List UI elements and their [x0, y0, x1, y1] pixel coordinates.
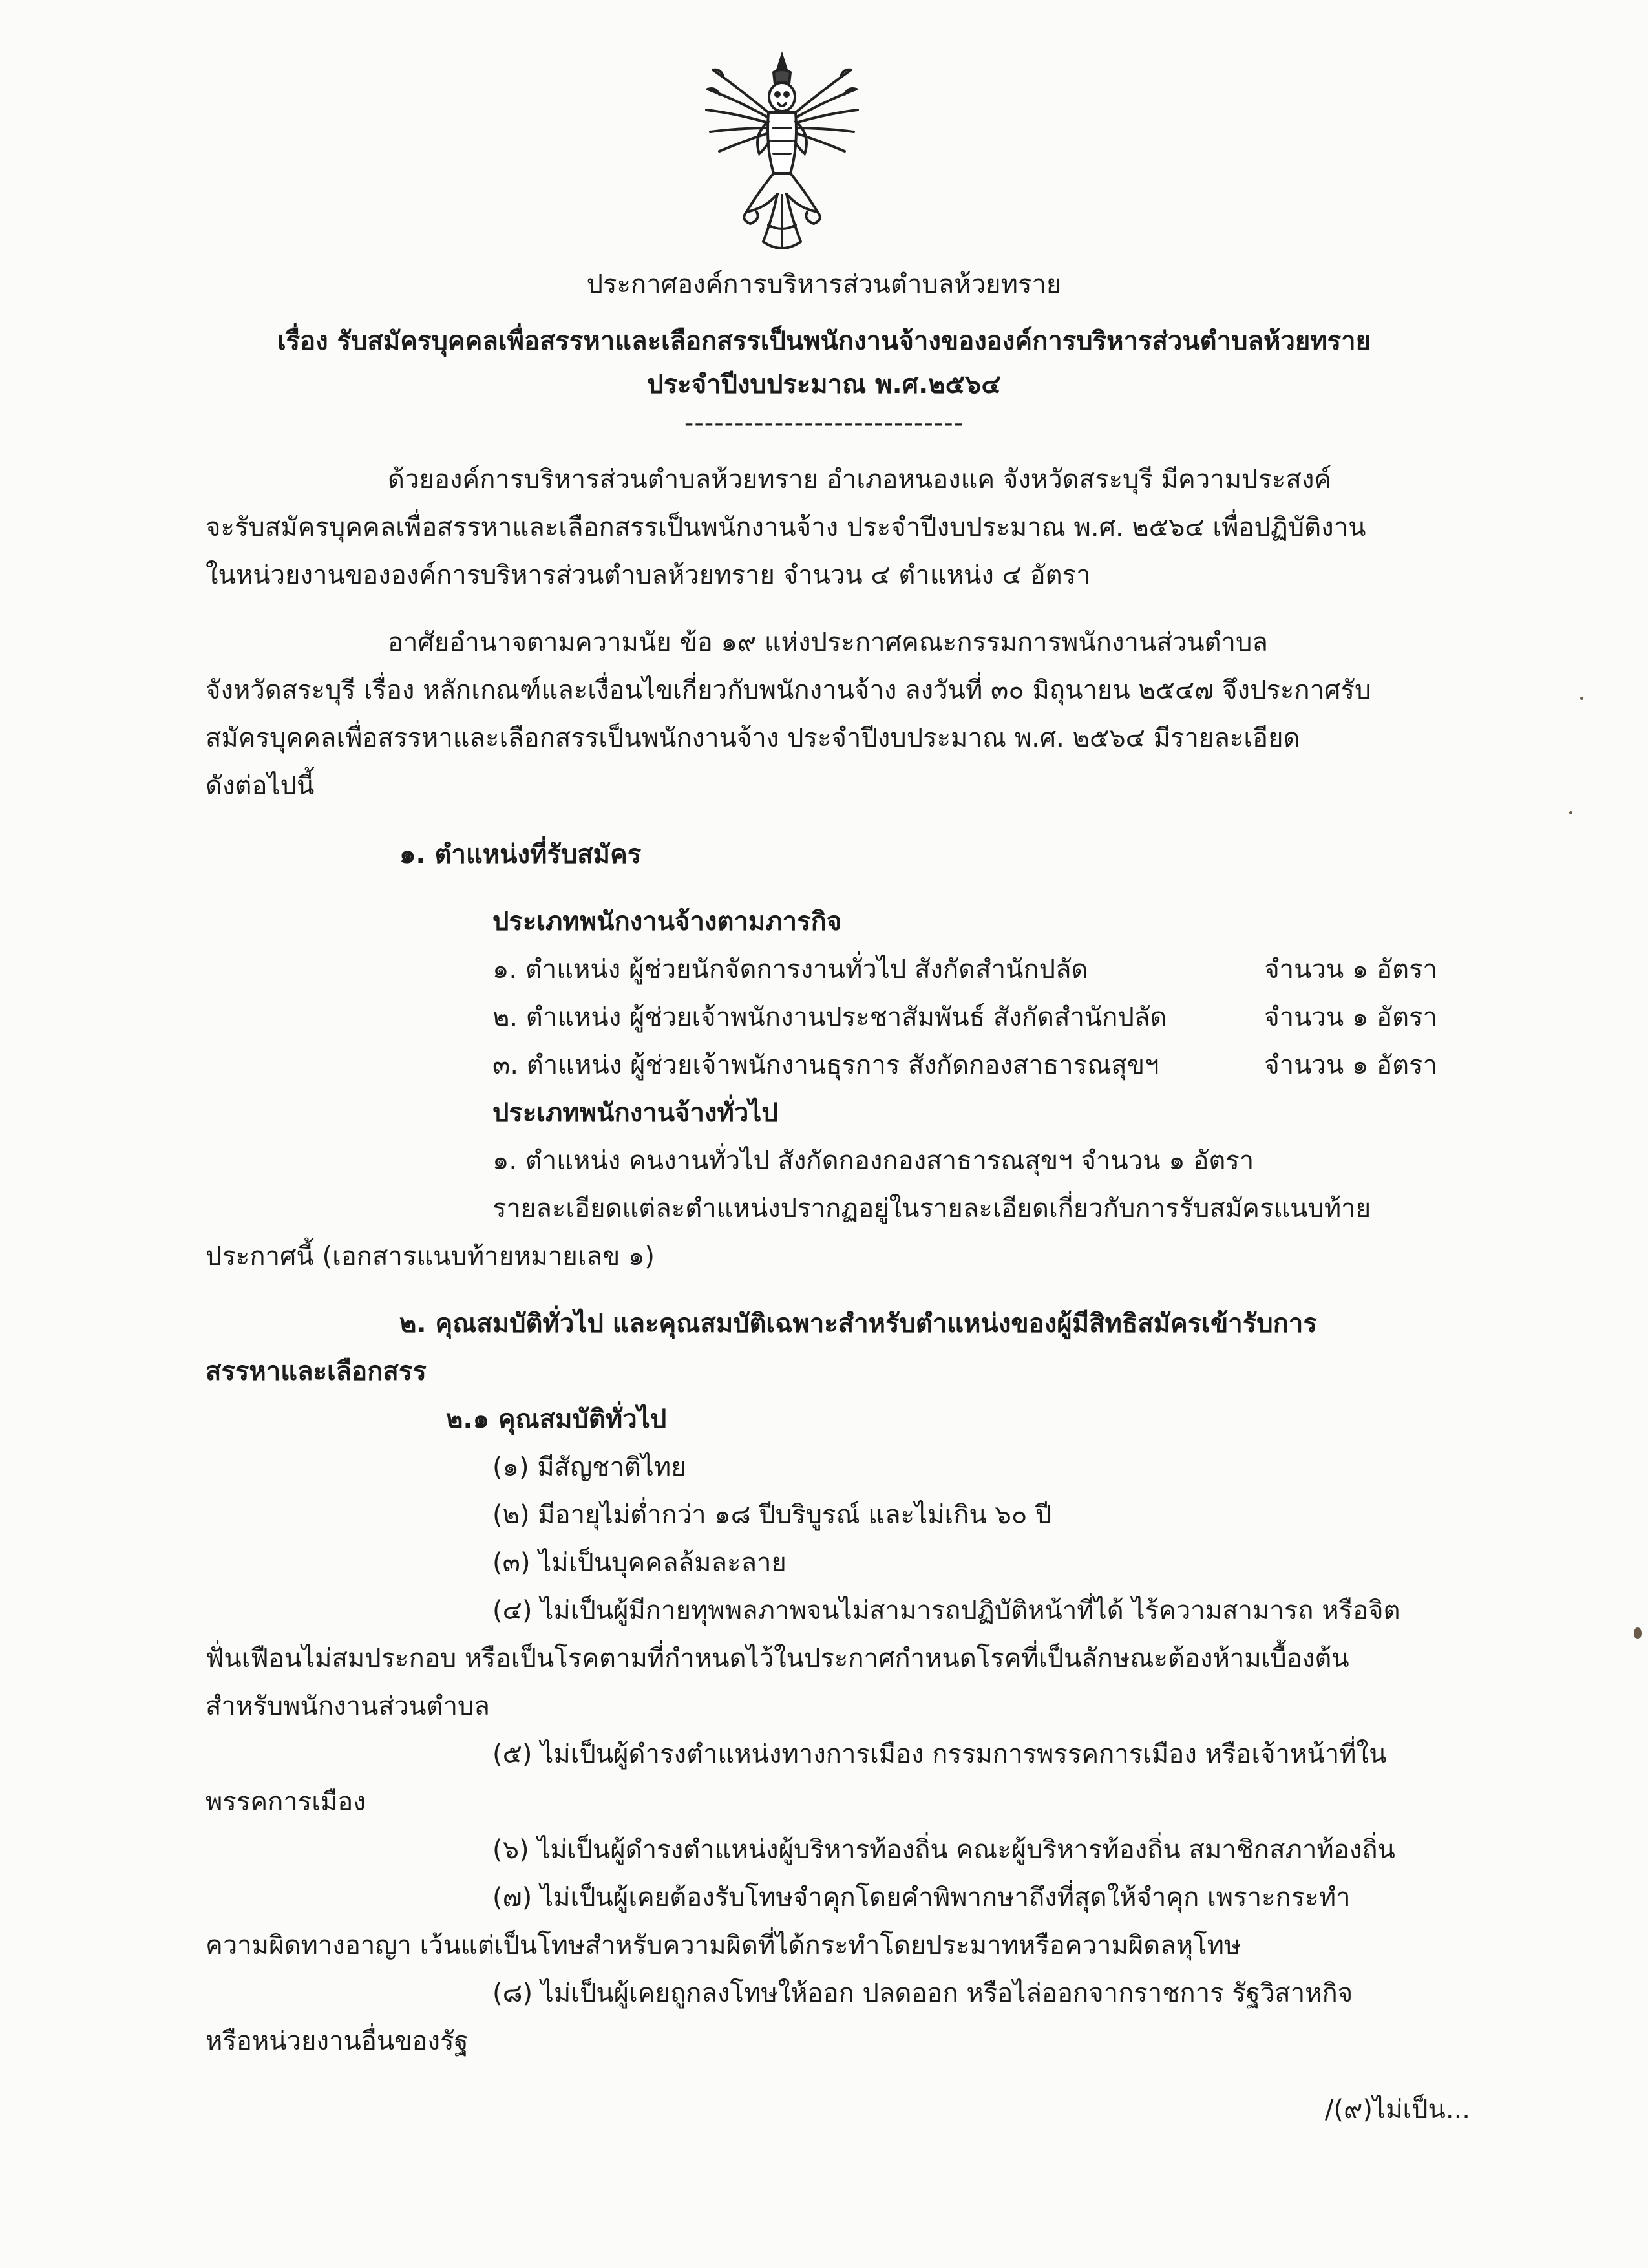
scan-speck: [1569, 811, 1572, 814]
scan-speck: [1580, 697, 1583, 700]
intro-p2-line4: ดังต่อไปนี้: [206, 771, 315, 801]
announcement-subject: เรื่อง รับสมัครบุคคลเพื่อสรรหาและเลือกสรรเป็นพนักงานจ้างขององค์การบริหารส่วนตำบลห้วยทราย: [277, 326, 1371, 356]
qualification-item: (๗) ไม่เป็นผู้เคยต้องรับโทษจำคุกโดยคำพิพากษาถึงที่สุดให้จำคุก เพราะกระทำ: [492, 1883, 1351, 1913]
position-row: [492, 998, 1437, 1037]
section1-detail-line1: รายละเอียดแต่ละตำแหน่งปรากฏอยู่ในรายละเอียดเกี่ยวกับการรับสมัครแนบท้าย: [492, 1194, 1371, 1224]
qualification-item: (๕) ไม่เป็นผู้ดำรงตำแหน่งทางการเมือง กรรมการพรรคการเมือง หรือเจ้าหน้าที่ใน: [492, 1739, 1387, 1769]
intro-p1-line1: ด้วยองค์การบริหารส่วนตำบลห้วยทราย อำเภอหนองแค จังหวัดสระบุรี มีความประสงค์: [388, 465, 1332, 494]
intro-p2-line2: จังหวัดสระบุรี เรื่อง หลักเกณฑ์และเงื่อนไขเกี่ยวกับพนักงานจ้าง ลงวันที่ ๓๐ มิถุนายน ๒๕๔๗ จึงประกาศรับ: [206, 675, 1371, 705]
qualification-item-cont: ความผิดทางอาญา เว้นแต่เป็นโทษสำหรับความผิดที่ได้กระทำโดยประมาทหรือความผิดลหุโทษ: [206, 1931, 1241, 1960]
position-title: ๓. ตำแหน่ง ผู้ช่วยเจ้าพนักงานธุรการ สังกัดกองสาธารณสุขฯ: [492, 1050, 1159, 1080]
intro-p2-line1: อาศัยอำนาจตามความนัย ข้อ ๑๙ แห่งประกาศคณะกรรมการพนักงานส่วนตำบล: [388, 628, 1268, 657]
qualification-item: (๘) ไม่เป็นผู้เคยถูกลงโทษให้ออก ปลดออก หรือไล่ออกจากราชการ รัฐวิสาหกิจ: [492, 1978, 1353, 2008]
qualification-item: (๑) มีสัญชาติไทย: [492, 1452, 686, 1482]
position-row: ๑. ตำแหน่ง คนงานทั่วไป สังกัดกองกองสาธารณสุขฯ จำนวน ๑ อัตรา: [492, 1146, 1254, 1176]
qualification-item-cont: หรือหน่วยงานอื่นของรัฐ: [206, 2026, 469, 2056]
position-title: ๑. ตำแหน่ง ผู้ช่วยนักจัดการงานทั่วไป สังกัดสำนักปลัด: [492, 955, 1088, 984]
section1-heading: ๑. ตำแหน่งที่รับสมัคร: [399, 840, 642, 869]
qualification-item: (๔) ไม่เป็นผู้มีกายทุพพลภาพจนไม่สามารถปฏิบัติหน้าที่ได้ ไร้ความสามารถ หรือจิต: [492, 1596, 1400, 1626]
announcement-title: ประกาศองค์การบริหารส่วนตำบลห้วยทราย: [586, 270, 1062, 299]
scan-speck: [1634, 1627, 1642, 1639]
section2-sub-heading: ๒.๑ คุณสมบัติทั่วไป: [446, 1404, 667, 1434]
position-count: จำนวน ๑ อัตรา: [1264, 955, 1437, 984]
qualification-item: (๒) มีอายุไม่ต่ำกว่า ๑๘ ปีบริบูรณ์ และไม่เกิน ๖๐ ปี: [492, 1500, 1052, 1530]
qualification-item: (๓) ไม่เป็นบุคคลล้มละลาย: [492, 1548, 787, 1578]
section2-heading-line1: ๒. คุณสมบัติทั่วไป และคุณสมบัติเฉพาะสำหรับตำแหน่งของผู้มีสิทธิสมัครเข้ารับการ: [399, 1309, 1317, 1339]
qualification-item-cont: ฟั่นเฟือนไม่สมประกอบ หรือเป็นโรคตามที่กำหนดไว้ในประกาศกำหนดโรคที่เป็นลักษณะต้องห้ามเบื้องต้น: [206, 1644, 1349, 1673]
section1-detail-line2: ประกาศนี้ (เอกสารแนบท้ายหมายเลข ๑): [206, 1242, 655, 1271]
section1-type2-heading: ประเภทพนักงานจ้างทั่วไป: [492, 1098, 778, 1128]
position-title: ๒. ตำแหน่ง ผู้ช่วยเจ้าพนักงานประชาสัมพันธ์ สังกัดสำนักปลัด: [492, 1002, 1167, 1032]
section2-heading-line2: สรรหาและเลือกสรร: [206, 1357, 427, 1386]
header-divider: ----------------------------: [684, 408, 964, 438]
position-row: [492, 1046, 1437, 1085]
intro-p1-line2: จะรับสมัครบุคคลเพื่อสรรหาและเลือกสรรเป็นพนักงานจ้าง ประจำปีงบประมาณ พ.ศ. ๒๕๖๔ เพื่อปฏิบัติงาน: [206, 513, 1366, 542]
garuda-emblem-icon: [701, 50, 863, 257]
qualification-item-cont: สำหรับพนักงานส่วนตำบล: [206, 1691, 490, 1721]
intro-p2-line3: สมัครบุคคลเพื่อสรรหาและเลือกสรรเป็นพนักงานจ้าง ประจำปีงบประมาณ พ.ศ. ๒๕๖๔ มีรายละเอียด: [206, 723, 1300, 753]
qualification-item: (๖) ไม่เป็นผู้ดำรงตำแหน่งผู้บริหารท้องถิ่น คณะผู้บริหารท้องถิ่น สมาชิกสภาท้องถิ่น: [492, 1835, 1395, 1865]
qualification-item-cont: พรรคการเมือง: [206, 1787, 366, 1817]
position-row: [492, 950, 1437, 989]
fiscal-year: ประจำปีงบประมาณ พ.ศ.๒๕๖๔: [647, 370, 1001, 399]
section1-type1-heading: ประเภทพนักงานจ้างตามภารกิจ: [492, 907, 842, 937]
position-count: จำนวน ๑ อัตรา: [1264, 1002, 1437, 1032]
intro-p1-line3: ในหน่วยงานขององค์การบริหารส่วนตำบลห้วยทราย จำนวน ๔ ตำแหน่ง ๔ อัตรา: [206, 560, 1091, 590]
position-count: จำนวน ๑ อัตรา: [1264, 1050, 1437, 1080]
page-continuation: /(๙)ไม่เป็น...: [1325, 2095, 1471, 2125]
